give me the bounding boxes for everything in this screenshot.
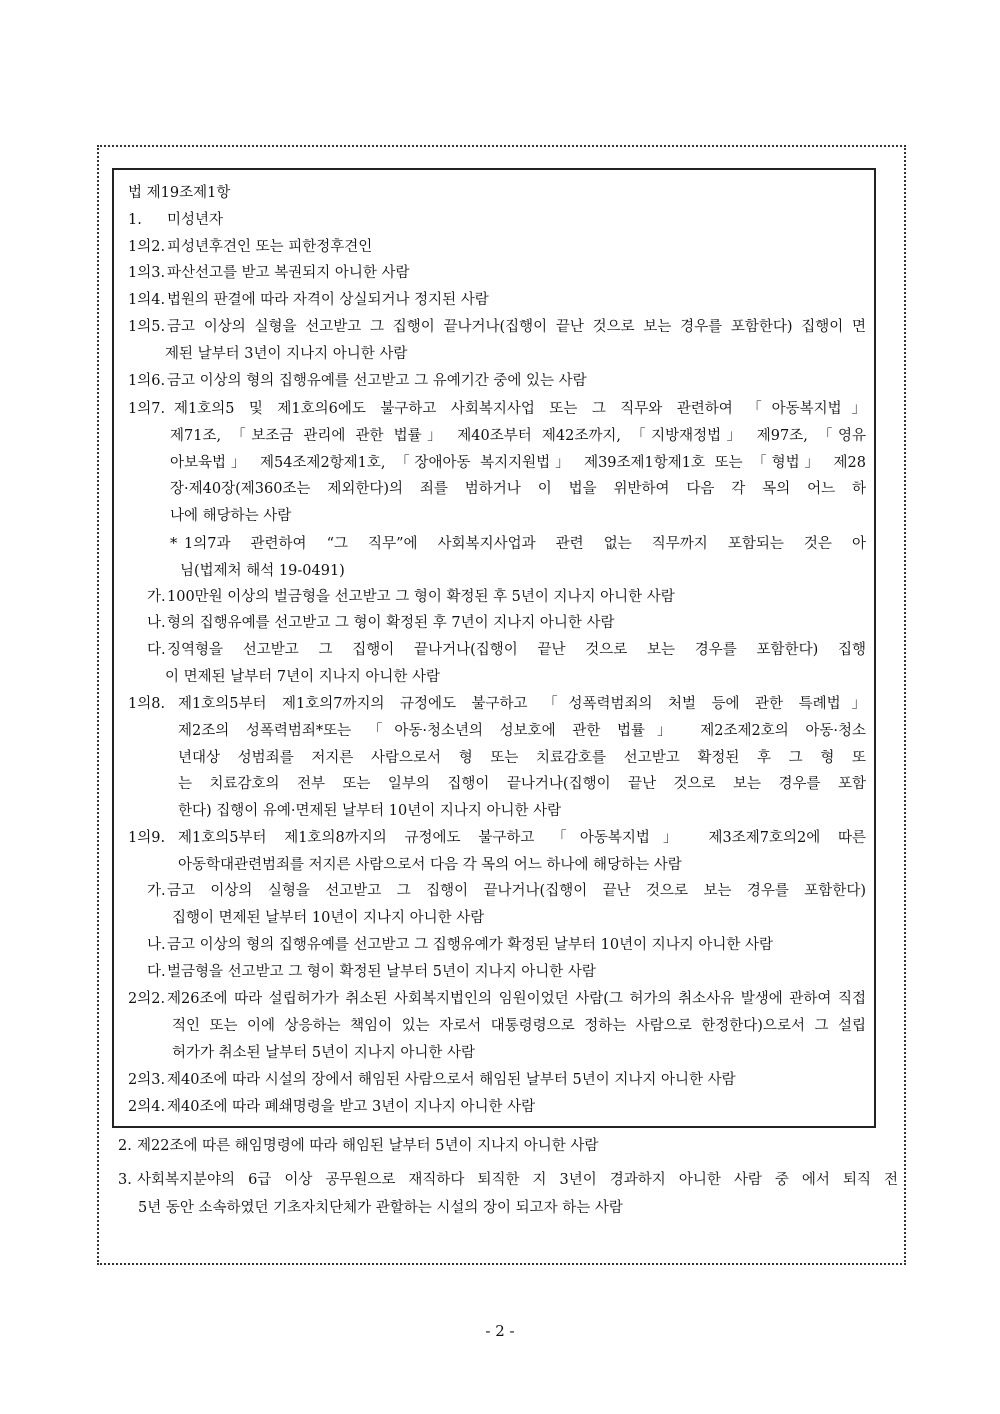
item-text-line: 벌금형을 선고받고 그 형이 확정된 날부터 5년이 지나지 아니한 사람 <box>167 964 596 980</box>
item-text-line: 아보육법」 제54조제2항제1호, 「장애아동 복지지원법」 제39조제1항제1호 또는 「형법」 제28 <box>170 454 866 471</box>
item-text-line: 제71조, 「보조금 관리에 관한 법률」 제40조부터 제42조까지, 「지방재정법」 제97조, 「영유 <box>170 427 866 444</box>
item-text-line: 제1호의5부터 제1호의7까지의 규정에도 불구하고 「성폭력범죄의 처벌 등에 관한 특례법」 <box>178 696 866 712</box>
item-text-line: 아동학대관련범죄를 저지른 사람으로서 다음 각 목의 어느 하나에 해당하는 사람 <box>178 856 682 873</box>
item-text-line: 금고 이상의 형의 집행유예를 선고받고 그 유예기간 중에 있는 사람 <box>167 373 587 389</box>
item-label: 다. <box>147 642 166 658</box>
law-heading: 법 제19조제1항 <box>128 185 231 201</box>
item-text-line: 제2조의 성폭력범죄*또는 「아동·청소년의 성보호에 관한 법률」 제2조제2호의 아동·청소 <box>178 722 866 739</box>
item-text-line: 사회복지분야의 6급 이상 공무원으로 재직하다 퇴직한 지 3년이 경과하지 아니한 사람 중 에서 퇴직 전 <box>137 1172 898 1188</box>
item-text-line: 1의7과 관련하여 “그 직무”에 사회복지사업과 관련 없는 직무까지 포함되는 것은 아 <box>184 536 866 552</box>
item-text-line: 제26조에 따라 설립허가가 취소된 사회복지법인의 임원이었던 사람(그 허가의 취소사유 발생에 관하여 직접 <box>167 991 866 1007</box>
item-text-line: 100만원 이상의 벌금형을 선고받고 그 형이 확정된 후 5년이 지나지 아니한 사람 <box>167 589 675 605</box>
item-text-line: 파산선고를 받고 복권되지 아니한 사람 <box>167 265 410 281</box>
item-text-line: 제1호의5부터 제1호의8까지의 규정에도 불구하고 「아동복지법」 제3조제7호의2에 따른 <box>178 830 866 846</box>
item-text-line: 장·제40장(제360조는 제외한다)의 죄를 범하거나 이 법을 위반하여 다음 각 목의 어느 하 <box>170 481 866 498</box>
item-text-line: 미성년자 <box>167 212 224 228</box>
item-text-line: 한다) 집행이 유예·면제된 날부터 10년이 지나지 아니한 사람 <box>178 803 562 820</box>
item-text-line: 제1호의5 및 제1호의6에도 불구하고 사회복지사업 또는 그 직무와 관련하여 「아동복지법」 <box>174 401 866 417</box>
item-text-line: 집행이 면제된 날부터 10년이 지나지 아니한 사람 <box>172 909 485 926</box>
item-label: 3. <box>118 1172 132 1188</box>
item-label: 1. <box>128 212 142 228</box>
item-text-line: 님(법제처 해석 19-0491) <box>180 562 345 579</box>
item-text-line: 형의 집행유예를 선고받고 그 형이 확정된 후 7년이 지나지 아니한 사람 <box>167 615 615 631</box>
item-text-line: 이 면제된 날부터 7년이 지나지 아니한 사람 <box>165 668 440 685</box>
item-label: 다. <box>147 964 166 980</box>
item-text-line: 제40조에 따라 시설의 장에서 해임된 사람으로서 해임된 날부터 5년이 지나지 아니한 사람 <box>167 1072 736 1088</box>
item-label: 나. <box>147 937 166 953</box>
item-label: 1의5. <box>128 319 166 335</box>
item-label: 2의2. <box>128 991 166 1007</box>
item-text-line: 는 치료감호의 전부 또는 일부의 집행이 끝나거나(집행이 끝난 것으로 보는 경우를 포함 <box>178 776 866 793</box>
item-text-line: 제22조에 따른 해임명령에 따라 해임된 날부터 5년이 지나지 아니한 사람 <box>137 1138 599 1154</box>
item-label: 1의7. <box>128 401 166 417</box>
item-label: * <box>170 536 178 552</box>
item-text-line: 제40조에 따라 폐쇄명령을 받고 3년이 지나지 아니한 사람 <box>167 1099 536 1115</box>
item-label: 가. <box>147 589 166 605</box>
item-text-line: 금고 이상의 형의 집행유예를 선고받고 그 집행유예가 확정된 날부터 10년이 지나지 아니한 사람 <box>167 937 774 953</box>
item-label: 1의6. <box>128 373 166 389</box>
item-text-line: 5년 동안 소속하였던 기초자치단체가 관할하는 시설의 장이 되고자 하는 사람 <box>138 1200 623 1216</box>
item-label: 1의9. <box>128 830 166 846</box>
page-number: - 2 - <box>485 1322 515 1340</box>
item-text-line: 허가가 취소된 날부터 5년이 지나지 아니한 사람 <box>172 1044 476 1061</box>
item-label: 가. <box>147 883 166 899</box>
item-label: 나. <box>147 615 166 631</box>
item-text-line: 년대상 성범죄를 저지른 사람으로서 형 또는 치료감호를 선고받고 확정된 후 그 형 또 <box>178 749 866 766</box>
item-label: 1의2. <box>128 239 166 255</box>
item-text-line: 적인 또는 이에 상응하는 책임이 있는 자로서 대통령령으로 정하는 사람으로 한정한다)으로서 그 설립 <box>172 1017 866 1034</box>
item-label: 1의4. <box>128 292 166 308</box>
item-text-line: 법원의 판결에 따라 자격이 상실되거나 정지된 사람 <box>167 292 489 308</box>
item-label: 2의3. <box>128 1072 166 1088</box>
item-label: 1의3. <box>128 265 166 281</box>
item-label: 2. <box>118 1138 132 1154</box>
item-text-line: 징역형을 선고받고 그 집행이 끝나거나(집행이 끝난 것으로 보는 경우를 포함한다) 집행 <box>167 642 866 658</box>
item-label: 2의4. <box>128 1099 166 1115</box>
item-label: 1의8. <box>128 696 166 712</box>
item-text-line: 제된 날부터 3년이 지나지 아니한 사람 <box>165 345 408 362</box>
item-text-line: 나에 해당하는 사람 <box>170 508 292 525</box>
item-text-line: 금고 이상의 실형을 선고받고 그 집행이 끝나거나(집행이 끝난 것으로 보는 경우를 포함한다) 집행이 면 <box>167 319 866 335</box>
item-text-line: 피성년후견인 또는 피한정후견인 <box>167 239 373 255</box>
item-text-line: 금고 이상의 실형을 선고받고 그 집행이 끝나거나(집행이 끝난 것으로 보는 경우를 포함한다) <box>167 883 866 899</box>
